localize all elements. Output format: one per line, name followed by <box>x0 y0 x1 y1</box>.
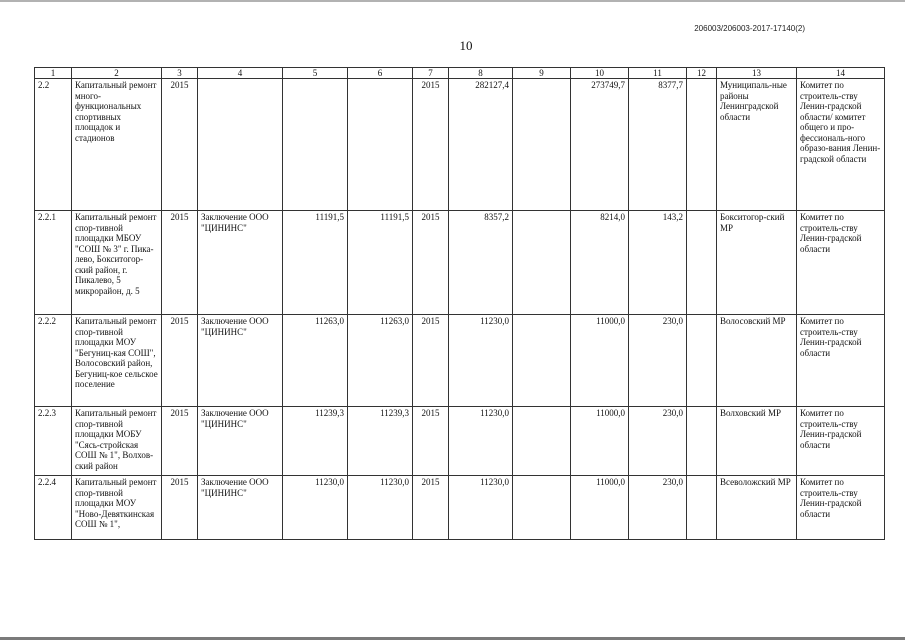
regional-budget: 11000,0 <box>571 407 629 476</box>
municipal-district: Бокситогор-ский МР <box>717 211 797 315</box>
other-sources <box>687 476 717 540</box>
table-row <box>35 211 885 315</box>
column-header: 1 <box>35 68 72 79</box>
column-header: 7 <box>413 68 449 79</box>
expertise-conclusion: Заключение ООО "ЦИНИНС" <box>198 315 283 407</box>
customer: Комитет по строитель-ству Ленин-градской области <box>797 315 885 407</box>
remaining-cost <box>348 79 413 211</box>
local-budget: 230,0 <box>629 315 687 407</box>
column-header: 2 <box>72 68 162 79</box>
column-header: 4 <box>198 68 283 79</box>
other-sources <box>687 211 717 315</box>
start-year: 2015 <box>162 315 198 407</box>
regional-budget: 11000,0 <box>571 476 629 540</box>
column-header: 14 <box>797 68 885 79</box>
federal-budget <box>513 315 571 407</box>
object-name: Капитальный ремонт спор-тивной площадки МОУ "Ново-Девяткинская СОШ № 1", <box>72 476 162 540</box>
financing-year: 2015 <box>413 79 449 211</box>
row-number: 2.2.4 <box>35 476 72 540</box>
program-table <box>34 67 885 540</box>
start-year: 2015 <box>162 407 198 476</box>
total-amount: 11230,0 <box>449 476 513 540</box>
other-sources <box>687 315 717 407</box>
federal-budget <box>513 79 571 211</box>
financing-year: 2015 <box>413 211 449 315</box>
row-number: 2.2.2 <box>35 315 72 407</box>
expertise-conclusion <box>198 79 283 211</box>
customer: Комитет по строитель-ству Ленин-градской области <box>797 211 885 315</box>
local-budget: 230,0 <box>629 476 687 540</box>
start-year: 2015 <box>162 476 198 540</box>
customer: Комитет по строитель-ству Ленин-градской области <box>797 407 885 476</box>
column-header: 5 <box>283 68 348 79</box>
column-header: 10 <box>571 68 629 79</box>
column-header: 12 <box>687 68 717 79</box>
row-number: 2.2 <box>35 79 72 211</box>
local-budget: 143,2 <box>629 211 687 315</box>
table-row <box>35 476 885 540</box>
remaining-cost: 11230,0 <box>348 476 413 540</box>
expertise-conclusion: Заключение ООО "ЦИНИНС" <box>198 211 283 315</box>
remaining-cost: 11191,5 <box>348 211 413 315</box>
table-row <box>35 79 885 211</box>
other-sources <box>687 407 717 476</box>
total-amount: 282127,4 <box>449 79 513 211</box>
estimated-cost <box>283 79 348 211</box>
customer: Комитет по строитель-ству Ленин-градской области/ комитет общего и про-фессиональ-ного образо-вания Ленин-градской области <box>797 79 885 211</box>
column-header: 11 <box>629 68 687 79</box>
customer: Комитет по строитель-ству Ленин-градской области <box>797 476 885 540</box>
estimated-cost: 11191,5 <box>283 211 348 315</box>
column-header: 13 <box>717 68 797 79</box>
column-header: 8 <box>449 68 513 79</box>
object-name: Капитальный ремонт спор-тивной площадки МБОУ "СОШ № 3" г. Пика-лево, Бокситогор-ский район, г. Пикалево, 5 микрорайон, д. 5 <box>72 211 162 315</box>
object-name: Капитальный ремонт много-функциональных спортивных площадок и стадионов <box>72 79 162 211</box>
remaining-cost: 11263,0 <box>348 315 413 407</box>
regional-budget: 273749,7 <box>571 79 629 211</box>
total-amount: 11230,0 <box>449 407 513 476</box>
row-number: 2.2.1 <box>35 211 72 315</box>
local-budget: 230,0 <box>629 407 687 476</box>
total-amount: 8357,2 <box>449 211 513 315</box>
start-year: 2015 <box>162 211 198 315</box>
page-number: 10 <box>459 38 473 53</box>
regional-budget: 8214,0 <box>571 211 629 315</box>
estimated-cost: 11263,0 <box>283 315 348 407</box>
federal-budget <box>513 407 571 476</box>
municipal-district: Волховский МР <box>717 407 797 476</box>
table-row <box>35 407 885 476</box>
financing-year: 2015 <box>413 476 449 540</box>
other-sources <box>687 79 717 211</box>
column-header: 3 <box>162 68 198 79</box>
estimated-cost: 11239,3 <box>283 407 348 476</box>
total-amount: 11230,0 <box>449 315 513 407</box>
object-name: Капитальный ремонт спор-тивной площадки МОУ "Бегуниц-кая СОШ", Волосовский район, Бегуниц-кое сельское поселение <box>72 315 162 407</box>
financing-year: 2015 <box>413 407 449 476</box>
federal-budget <box>513 211 571 315</box>
local-budget: 8377,7 <box>629 79 687 211</box>
column-header: 6 <box>348 68 413 79</box>
regional-budget: 11000,0 <box>571 315 629 407</box>
row-number: 2.2.3 <box>35 407 72 476</box>
column-header: 9 <box>513 68 571 79</box>
table-row <box>35 315 885 407</box>
remaining-cost: 11239,3 <box>348 407 413 476</box>
object-name: Капитальный ремонт спор-тивной площадки МОБУ "Сясь-стройская СОШ № 1", Волхов-ский район <box>72 407 162 476</box>
estimated-cost: 11230,0 <box>283 476 348 540</box>
document-id: 206003/206003-2017-17140(2) <box>694 24 805 33</box>
start-year: 2015 <box>162 79 198 211</box>
financing-year: 2015 <box>413 315 449 407</box>
municipal-district: Волосовский МР <box>717 315 797 407</box>
federal-budget <box>513 476 571 540</box>
expertise-conclusion: Заключение ООО "ЦИНИНС" <box>198 476 283 540</box>
column-numbers-row <box>35 68 885 79</box>
municipal-district: Муниципаль-ные районы Ленинградской области <box>717 79 797 211</box>
scan-edge-top <box>0 0 905 2</box>
municipal-district: Всеволожский МР <box>717 476 797 540</box>
expertise-conclusion: Заключение ООО "ЦИНИНС" <box>198 407 283 476</box>
